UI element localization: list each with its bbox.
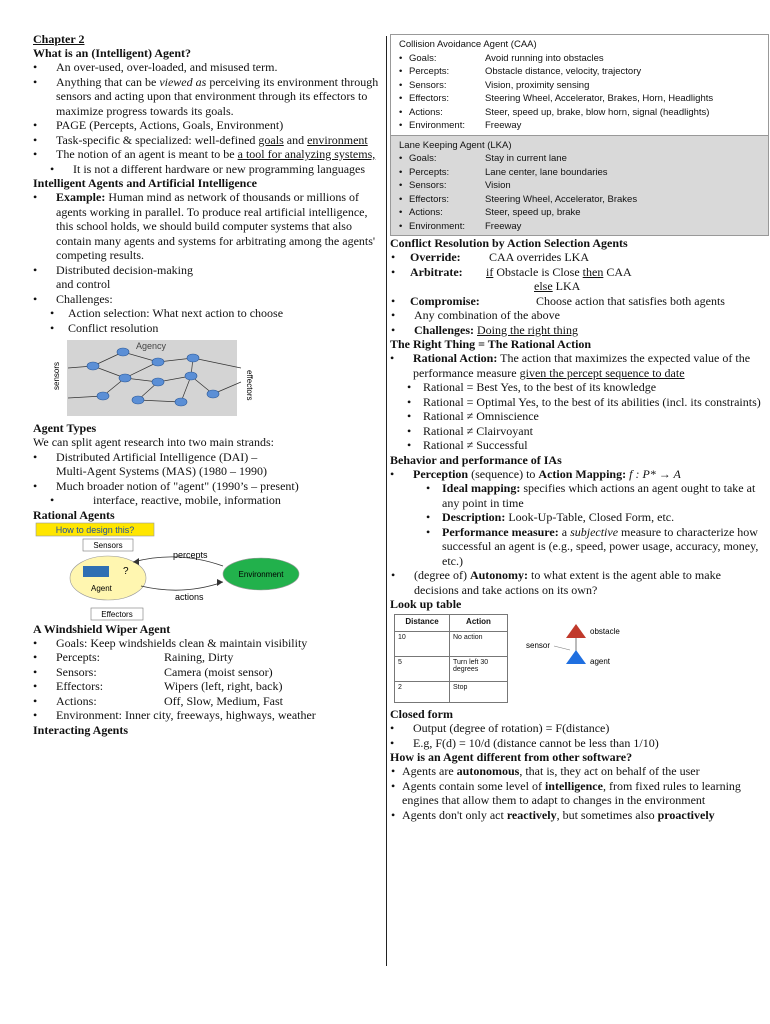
list-item: • Performance measure: a subjective measure to characterize how successful an agent is (e.g., speed, power usage, accuracy, money, etc.) bbox=[390, 525, 770, 569]
sensors-label: sensors bbox=[52, 361, 61, 390]
list-item: • Goals: Keep windshields clean & maintain visibility bbox=[33, 636, 380, 651]
obstacle-label: obstacle bbox=[590, 627, 620, 636]
bullet-list bbox=[390, 351, 770, 453]
table-row: 2 Stop bbox=[395, 682, 508, 703]
caa-row: • Goals: Avoid running into obstacles bbox=[399, 52, 762, 66]
effectors-label: effectors bbox=[245, 370, 254, 401]
environment-label: Environment bbox=[238, 569, 284, 579]
list-item: • Rational = Best Yes, to the best of its knowledge bbox=[390, 380, 770, 395]
lka-section bbox=[391, 135, 768, 236]
list-item: • Effectors: Wipers (left, right, back) bbox=[33, 679, 380, 694]
lka-row: • Effectors: Steering Wheel, Accelerator, Brakes bbox=[399, 193, 762, 207]
bullet-list bbox=[33, 636, 380, 723]
caa-row: • Actions: Steer, speed up, brake, blow horn, signal (headlights) bbox=[399, 106, 762, 120]
list-item: • Sensors: Camera (moist sensor) bbox=[33, 665, 380, 680]
lka-title: Lane Keeping Agent (LKA) bbox=[399, 139, 512, 151]
list-item: • Challenges: Doing the right thing bbox=[390, 323, 770, 338]
list-item: • Rational = Optimal Yes, to the best of its abilities (incl. its constraints) bbox=[390, 395, 770, 410]
agent-fig-label: agent bbox=[590, 657, 611, 666]
agent-icon bbox=[566, 650, 586, 664]
list-item: • Rational ≠ Clairvoyant bbox=[390, 424, 770, 439]
bullet-list bbox=[390, 467, 770, 598]
list-item: • Agents are autonomous, that is, they act on behalf of the user bbox=[390, 764, 770, 779]
list-item: • (degree of) Autonomy: to what extent is the agent able to make decisions and take actions on its own? bbox=[390, 568, 770, 597]
effectors-box-label: Effectors bbox=[101, 609, 133, 619]
list-item: • Any combination of the above bbox=[390, 308, 770, 323]
lookup-area bbox=[394, 614, 770, 703]
table-header: Action bbox=[450, 615, 508, 632]
bullet-list bbox=[33, 450, 380, 508]
list-item: • Percepts: Raining, Dirty bbox=[33, 650, 380, 665]
agency-label: Agency bbox=[135, 341, 167, 351]
bullet-list bbox=[390, 250, 770, 337]
table-row: 10 No action bbox=[395, 632, 508, 657]
list-item: • Description: Look-Up-Table, Closed Form, etc. bbox=[390, 510, 770, 525]
caa-title: Collision Avoidance Agent (CAA) bbox=[399, 39, 537, 50]
agency-figure bbox=[52, 338, 254, 418]
list-item: • Example: Human mind as network of thousands or millions of agents working in parallel. To produce real artificial intelligence, this school holds, we should build computer systems that also contain many agents and systems for arbitrating among the agents' competing results. bbox=[33, 190, 380, 263]
column-divider bbox=[386, 36, 387, 966]
list-item: • E.g, F(d) = 10/d (distance cannot be less than 1/10) bbox=[390, 736, 770, 751]
list-item: • Anything that can be viewed as perceiving its environment through sensors and acting upon that environment through its effectors to maximize progress towards its goals. bbox=[33, 75, 380, 119]
agent-box-icon bbox=[83, 566, 109, 577]
list-item: • Rational ≠ Omniscience bbox=[390, 409, 770, 424]
list-item: • Ideal mapping: specifies which actions an agent ought to take at any point in time bbox=[390, 481, 770, 510]
lookup-table bbox=[394, 614, 508, 703]
list-item: • interface, reactive, mobile, information bbox=[33, 493, 380, 508]
list-item: • Agents don't only act reactively, but sometimes also proactively bbox=[390, 808, 770, 823]
section-heading: Closed form bbox=[390, 707, 453, 721]
chapter-title: Chapter 2 bbox=[33, 32, 85, 46]
banner-text: How to design this? bbox=[55, 524, 135, 535]
list-item: • Output (degree of rotation) = F(distance) bbox=[390, 721, 770, 736]
list-item: • An over-used, over-loaded, and misused term. bbox=[33, 60, 380, 75]
list-item: • Rational Action: The action that maximizes the expected value of the performance measure given the percept sequence to date bbox=[390, 351, 770, 380]
list-item: • Compromise: Choose action that satisfies both agents bbox=[390, 294, 770, 309]
caa-section bbox=[391, 35, 768, 135]
list-item: • Rational ≠ Successful bbox=[390, 438, 770, 453]
bullet-list bbox=[33, 190, 380, 335]
sensors-box-label: Sensors bbox=[93, 540, 123, 550]
section-heading: Agent Types bbox=[33, 421, 97, 435]
list-item: • Agents contain some level of intelligence, from fixed rules to learning engines that allow them to adapt to changes in the environment bbox=[390, 779, 770, 808]
list-item: • PAGE (Percepts, Actions, Goals, Environment) bbox=[33, 118, 380, 133]
list-item: • Action selection: What next action to choose bbox=[33, 306, 380, 321]
list-item: • Perception (sequence) to Action Mapping: f : P* → A bbox=[390, 467, 770, 482]
list-item: • The notion of an agent is meant to be a tool for analyzing systems, bbox=[33, 147, 380, 162]
agent-comparison-box bbox=[390, 34, 769, 236]
bullet-list bbox=[390, 721, 770, 750]
section-heading: Interacting Agents bbox=[33, 722, 128, 737]
section-heading: Conflict Resolution by Action Selection Agents bbox=[390, 236, 628, 250]
list-item: • Distributed Artificial Intelligence (DAI) – Multi-Agent Systems (MAS) (1980 – 1990) bbox=[33, 450, 380, 479]
table-row: 5 Turn left 30 degrees bbox=[395, 657, 508, 682]
section-heading: The Right Thing = The Rational Action bbox=[390, 337, 592, 351]
left-column bbox=[33, 32, 380, 737]
list-item: • Task-specific & specialized: well-defined goals and environment bbox=[33, 133, 380, 148]
list-item: • Much broader notion of "agent" (1990’s – present) bbox=[33, 479, 380, 494]
obstacle-icon bbox=[566, 624, 586, 638]
actions-label: actions bbox=[175, 591, 204, 602]
section-heading: How is an Agent different from other software? bbox=[390, 750, 633, 764]
section-heading: Behavior and performance of IAs bbox=[390, 452, 562, 467]
bullet-list bbox=[33, 60, 380, 176]
lka-row: • Percepts: Lane center, lane boundaries bbox=[399, 166, 762, 180]
lka-row: • Environment: Freeway bbox=[399, 220, 762, 234]
paragraph: We can split agent research into two main strands: bbox=[33, 435, 274, 449]
section-heading: Look up table bbox=[390, 597, 462, 611]
section-heading: Intelligent Agents and Artificial Intelligence bbox=[33, 176, 257, 190]
list-item: • It is not a different hardware or new programming languages bbox=[33, 162, 380, 177]
lka-row: • Actions: Steer, speed up, brake bbox=[399, 206, 762, 220]
list-item: • Challenges: bbox=[33, 292, 380, 307]
caa-row: • Percepts: Obstacle distance, velocity, trajectory bbox=[399, 65, 762, 79]
list-item: • Arbitrate: if Obstacle is Close then CAA else LKA bbox=[390, 265, 770, 294]
list-item: • Conflict resolution bbox=[33, 321, 380, 336]
list-item: • Environment: Inner city, freeways, highways, weather bbox=[33, 708, 380, 723]
question-mark: ? bbox=[123, 565, 129, 577]
table-header: Distance bbox=[395, 615, 450, 632]
sensor-label: sensor bbox=[526, 641, 551, 650]
percepts-label: percepts bbox=[173, 549, 208, 560]
obstacle-sensor-figure bbox=[526, 622, 666, 672]
agency-background bbox=[67, 340, 237, 416]
actions-arrow bbox=[141, 582, 223, 590]
lka-row: • Sensors: Vision bbox=[399, 179, 762, 193]
caa-row: • Sensors: Vision, proximity sensing bbox=[399, 79, 762, 93]
section-heading: What is an (Intelligent) Agent? bbox=[33, 46, 192, 60]
rational-agent-figure bbox=[33, 522, 303, 622]
table-header-row bbox=[395, 615, 508, 632]
section-heading: Rational Agents bbox=[33, 507, 115, 522]
list-item: • Actions: Off, Slow, Medium, Fast bbox=[33, 694, 380, 709]
bullet-list bbox=[390, 764, 770, 822]
caa-row: • Effectors: Steering Wheel, Accelerator, Brakes, Horn, Headlights bbox=[399, 92, 762, 106]
agent-label: Agent bbox=[91, 583, 112, 593]
section-heading: A Windshield Wiper Agent bbox=[33, 621, 171, 636]
caa-row: • Environment: Freeway bbox=[399, 119, 762, 133]
lka-row: • Goals: Stay in current lane bbox=[399, 152, 762, 166]
right-column bbox=[390, 34, 770, 822]
list-item: • Distributed decision-making and control bbox=[33, 263, 380, 292]
list-item: • Override: CAA overrides LKA bbox=[390, 250, 770, 265]
